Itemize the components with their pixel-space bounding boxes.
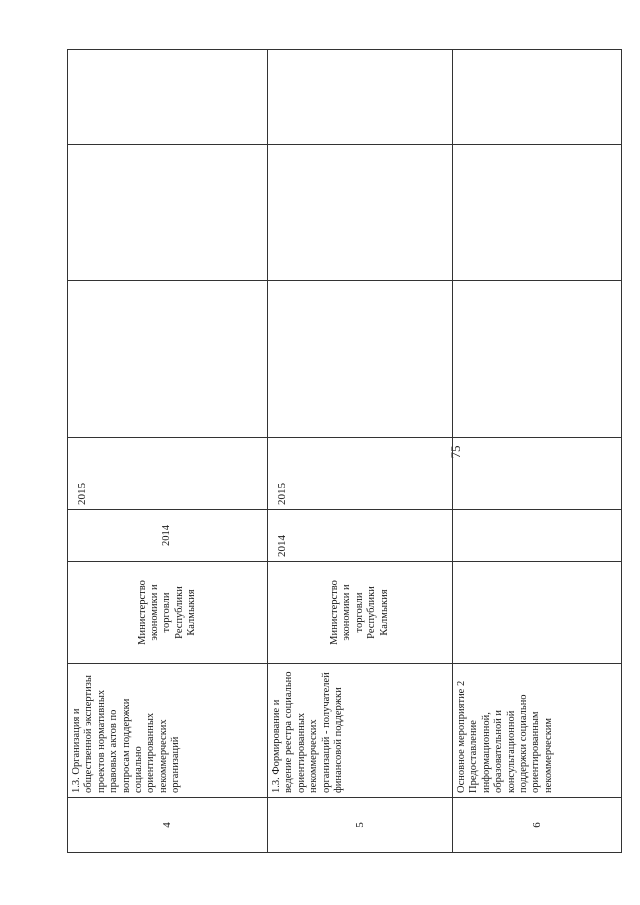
activity-name: Основное мероприятие 2 Предоставление информационной, образовательной и консультационной поддержки социально ориентированным некоммерческим — [453, 664, 622, 798]
empty-cell — [68, 281, 268, 438]
empty-cell — [268, 50, 453, 145]
executor: Министерство экономики и торговли Республики Калмыкия — [68, 562, 268, 664]
row-number: 4 — [68, 798, 268, 853]
activity-name: 1.3. Организация и общественной экспертизы проектов нормативных правовых актов по вопросам поддержки социально ориентированных некоммерческих организаций — [68, 664, 268, 798]
empty-cell — [68, 50, 268, 145]
table-row — [453, 50, 622, 853]
empty-cell — [268, 281, 453, 438]
table-row — [68, 50, 268, 853]
year-start — [453, 510, 622, 562]
year-end — [453, 438, 622, 510]
row-number: 5 — [268, 798, 453, 853]
executor — [453, 562, 622, 664]
empty-cell — [453, 50, 622, 145]
row-number: 6 — [453, 798, 622, 853]
empty-cell — [453, 145, 622, 281]
activity-name: 1.3. Формирование и ведение реестра социально ориентированных некоммерческих организаций - получателей финансовой поддержки — [268, 664, 453, 798]
empty-cell — [453, 281, 622, 438]
rotated-table-container — [67, 50, 585, 853]
program-activities-table — [67, 49, 622, 853]
empty-cell — [268, 145, 453, 281]
year-start: 2014 — [268, 510, 453, 562]
empty-cell — [68, 145, 268, 281]
table-frame — [67, 50, 585, 853]
year-end: 2015 — [68, 438, 268, 510]
executor: Министерство экономики и торговли Республики Калмыкия — [268, 562, 453, 664]
table-row — [268, 50, 453, 853]
year-start: 2014 — [68, 510, 268, 562]
page-number: 75 — [448, 445, 463, 459]
year-end: 2015 — [268, 438, 453, 510]
